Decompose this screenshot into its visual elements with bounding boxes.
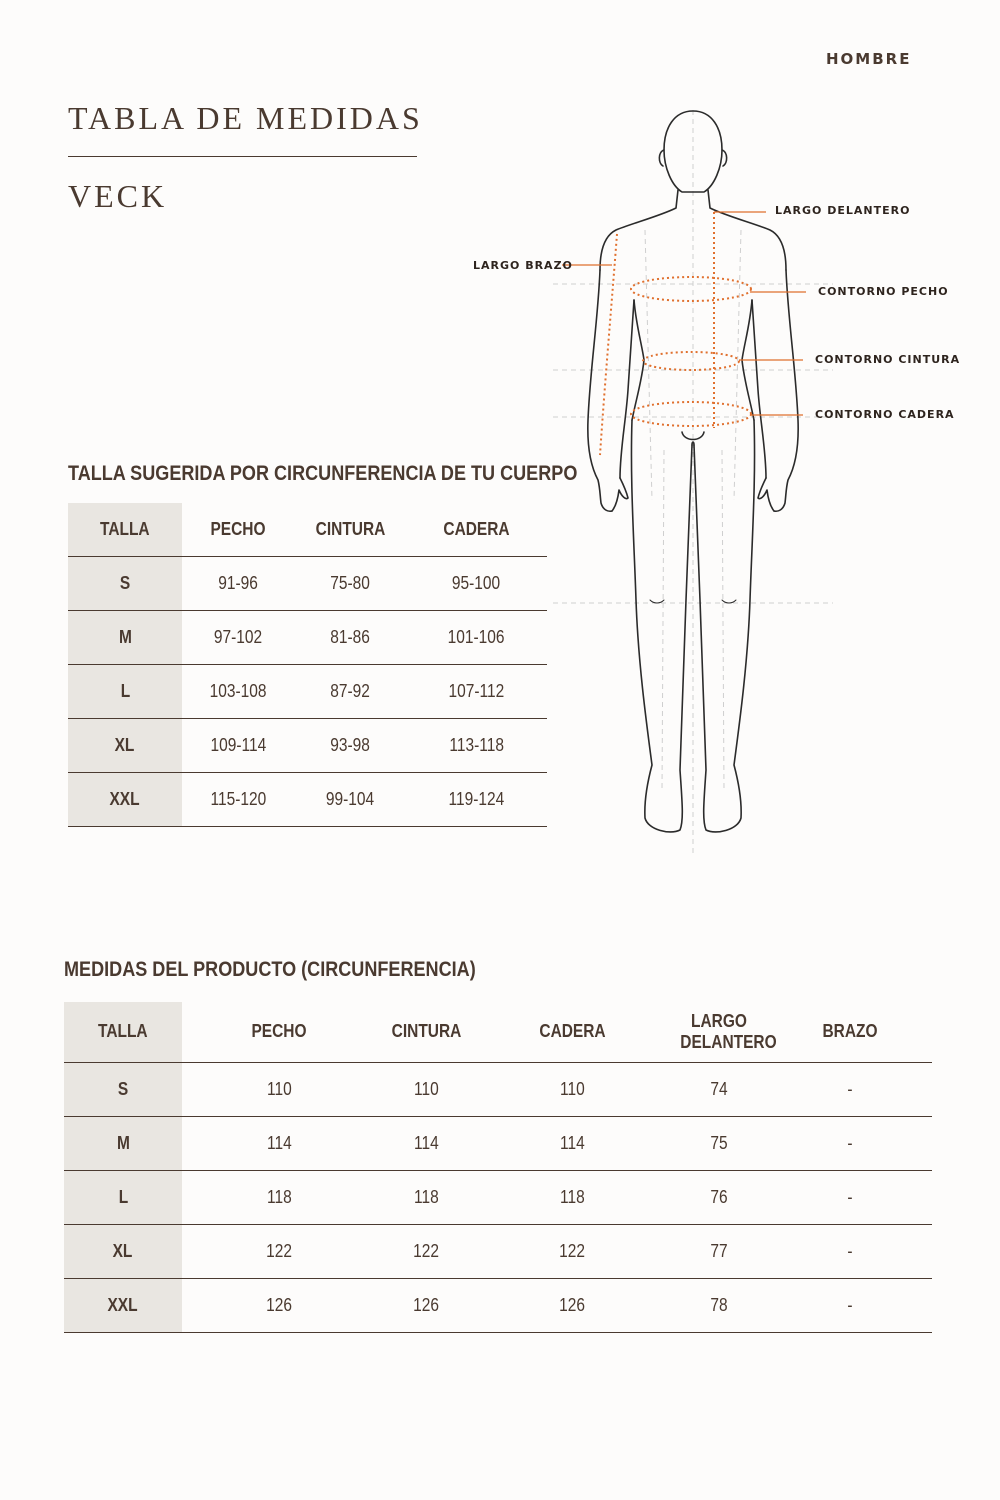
header-brazo: BRAZO	[822, 1021, 878, 1042]
chest-cell: 114	[182, 1116, 377, 1170]
front-length-cell: 75	[670, 1116, 768, 1170]
waist-cell: 75-80	[294, 556, 406, 610]
front-length-cell: 76	[670, 1170, 768, 1224]
size-cell: M	[64, 1116, 182, 1170]
arm-cell: -	[768, 1278, 932, 1332]
hip-cell: 113-118	[406, 718, 547, 772]
front-length-cell: 78	[670, 1278, 768, 1332]
chest-cell: 115-120	[182, 772, 294, 826]
header-cadera: CADERA	[443, 518, 510, 539]
header-pecho: PECHO	[210, 518, 266, 539]
waist-cell: 87-92	[294, 664, 406, 718]
table-row	[64, 1278, 932, 1332]
waist-cell: 126	[377, 1278, 475, 1332]
chest-cell: 91-96	[182, 556, 294, 610]
chest-cell: 103-108	[182, 664, 294, 718]
size-cell: L	[68, 664, 182, 718]
waist-cell: 110	[377, 1062, 475, 1116]
table-row	[64, 1170, 932, 1224]
size-cell: XXL	[64, 1278, 182, 1332]
front-length-cell: 74	[670, 1062, 768, 1116]
chest-cell: 110	[182, 1062, 377, 1116]
body-size-table	[68, 503, 547, 827]
arm-cell: -	[768, 1062, 932, 1116]
title-divider	[68, 156, 417, 157]
table-row	[64, 1116, 932, 1170]
table-row	[68, 772, 547, 826]
hip-cell: 118	[475, 1170, 670, 1224]
waist-cell: 93-98	[294, 718, 406, 772]
chest-cell: 97-102	[182, 610, 294, 664]
table-row	[68, 610, 547, 664]
hip-cell: 114	[475, 1116, 670, 1170]
chest-cell: 126	[182, 1278, 377, 1332]
size-cell: S	[64, 1062, 182, 1116]
hip-cell: 101-106	[406, 610, 547, 664]
hip-cell: 119-124	[406, 772, 547, 826]
table-row	[68, 664, 547, 718]
waist-cell: 118	[377, 1170, 475, 1224]
size-cell: XL	[68, 718, 182, 772]
header-cadera: CADERA	[539, 1021, 606, 1042]
hip-cell: 107-112	[406, 664, 547, 718]
header-cintura: CINTURA	[391, 1021, 461, 1042]
table-row	[68, 556, 547, 610]
chest-cell: 109-114	[182, 718, 294, 772]
chest-cell: 122	[182, 1224, 377, 1278]
header-talla: TALLA	[68, 503, 182, 556]
arm-cell: -	[768, 1116, 932, 1170]
front-length-cell: 77	[670, 1224, 768, 1278]
size-cell: M	[68, 610, 182, 664]
chest-cell: 118	[182, 1170, 377, 1224]
waist-cell: 114	[377, 1116, 475, 1170]
waist-cell: 122	[377, 1224, 475, 1278]
table-row	[68, 718, 547, 772]
size-cell: XL	[64, 1224, 182, 1278]
table-row	[64, 1062, 932, 1116]
product-table-title: MEDIDAS DEL PRODUCTO (CIRCUNFERENCIA)	[64, 958, 476, 981]
label-largo-brazo: LARGO BRAZO	[473, 259, 573, 272]
hip-cell: 126	[475, 1278, 670, 1332]
label-largo-delantero: LARGO DELANTERO	[775, 204, 911, 217]
header-cintura: CINTURA	[315, 518, 385, 539]
label-contorno-pecho: CONTORNO PECHO	[818, 285, 949, 298]
label-contorno-cintura: CONTORNO CINTURA	[815, 353, 961, 366]
hip-cell: 122	[475, 1224, 670, 1278]
header-largo-delantero: LARGO DELANTERO	[680, 1010, 777, 1052]
gender-label: HOMBRE	[826, 50, 912, 68]
header-talla: TALLA	[64, 1002, 182, 1062]
table-row	[64, 1224, 932, 1278]
product-size-table	[64, 1002, 932, 1333]
arm-cell: -	[768, 1224, 932, 1278]
label-contorno-cadera: CONTORNO CADERA	[815, 408, 955, 421]
hip-cell: 110	[475, 1062, 670, 1116]
waist-cell: 81-86	[294, 610, 406, 664]
hip-cell: 95-100	[406, 556, 547, 610]
product-name: VECK	[68, 178, 168, 214]
size-cell: XXL	[68, 772, 182, 826]
body-table-title: TALLA SUGERIDA POR CIRCUNFERENCIA DE TU CUERPO	[68, 462, 578, 485]
size-cell: S	[68, 556, 182, 610]
header-pecho: PECHO	[251, 1021, 308, 1042]
guide-lines	[553, 110, 833, 855]
page-title: TABLA DE MEDIDAS	[68, 100, 423, 136]
size-cell: L	[64, 1170, 182, 1224]
measurement-marks	[562, 212, 806, 455]
waist-cell: 99-104	[294, 772, 406, 826]
arm-cell: -	[768, 1170, 932, 1224]
